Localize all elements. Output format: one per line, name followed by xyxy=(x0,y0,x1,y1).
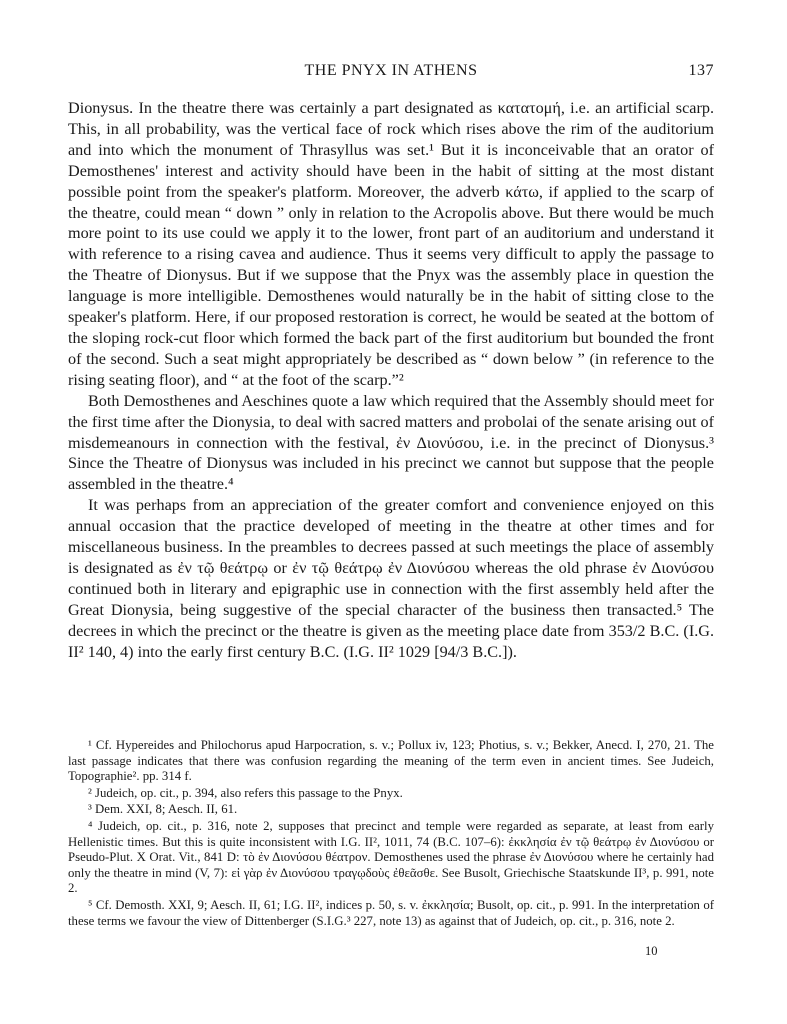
footnote: ¹ Cf. Hypereides and Philochorus apud Harpocration, s. v.; Pollux iv, 123; Photius, s. v.; Bekker, Anecd. I, 270, 21. The last passage indicates that there was confusion regarding the meaning of the term even in ancient times. See Judeich, Topographie². pp. 314 f. xyxy=(68,738,714,784)
footnote: ² Judeich, op. cit., p. 394, also refers this passage to the Pnyx. xyxy=(88,785,403,800)
running-header xyxy=(68,62,714,86)
footnote: ⁵ Cf. Demosth. XXI, 9; Aesch. II, 61; I.G. II², indices p. 50, s. v. ἐκκλησία; Busolt, op. cit., p. 991. In the interpretation of these terms we favour the view of Dittenberger (S.I.G.³ 227, note 13) as against that of Judeich, op. cit., p. 316, note 2. xyxy=(68,897,714,928)
main-text xyxy=(68,98,714,662)
body-paragraph: Dionysus. In the theatre there was certainly a part designated as κατατομή, i.e. an artificial scarp. This, in all probability, was the vertical face of rock which rises above the rim of the auditorium and into which the monument of Thrasyllus was set.¹ But it is inconceivable that an orator of Demosthenes' interest and activity should have been in the habit of sitting at the most distant possible point from the speaker's platform. Moreover, the adverb κάτω, if applied to the scarp of the theatre, could mean “ down ” only in relation to the Acropolis above. But there would be much more point to its use could we apply it to the lower, front part of an auditorium and understand it with reference to a rising cavea and audience. Thus it seems very difficult to apply the passage to the Theatre of Dionysus. But if we suppose that the Pnyx was the assembly place in question the language is more intelligible. Demosthenes would naturally be in the habit of sitting close to the speaker's platform. Here, if our proposed restoration is correct, he would be seated at the bottom of the sloping rock-cut floor which formed the back part of the first auditorium but bounded the front of the second. Such a seat might appropriately be described as “ down below ” (in reference to the rising seating floor), and “ at the foot of the scarp.”² xyxy=(68,99,714,389)
body-paragraph: It was perhaps from an appreciation of the greater comfort and convenience enjoyed on this annual occasion that the practice developed of meeting in the theatre at other times and for miscellaneous business. In the preambles to decrees passed at such meetings the place of assembly is designated as ἐν τῷ θεάτρῳ or ἐν τῷ θεάτρῳ ἐν Διονύσου whereas the old phrase ἐν Διονύσου continued both in literary and epigraphic use in connection with the first assembly held after the Great Dionysia, being suggestive of the special character of the business then transacted.⁵ The decrees in which the precinct or the theatre is given as the meeting place date from 353/2 B.C. (I.G. II² 140, 4) into the early first century B.C. (I.G. II² 1029 [94/3 B.C.]). xyxy=(68,496,714,661)
signature-mark: 10 xyxy=(645,944,658,958)
footnotes xyxy=(68,738,714,930)
footnote: ³ Dem. XXI, 8; Aesch. II, 61. xyxy=(88,802,238,817)
running-title: THE PNYX IN ATHENS xyxy=(304,62,478,79)
footnote: ⁴ Judeich, op. cit., p. 316, note 2, supposes that precinct and temple were regarded as separate, at least from early Hellenistic times. But this is quite inconsistent with I.G. II², 1011, 74 (B.C. 107–6): ἐκκλησία ἐν τῷ θεάτρῳ ἐν Διονύσου or Pseudo-Plut. X Orat. Vit., 841 D: τὸ ἐν Διονύσου θέατρον. Demosthenes used the phrase ἐν Διονύσου where he certainly had only the theatre in mind (V, 7): εἰ γὰρ ἐν Διονύσου τραγῳδοὺς ἐθεᾶσθε. See Busolt, Griechische Staatskunde II³, p. 991, note 2. xyxy=(68,818,714,896)
page-number: 137 xyxy=(688,62,714,79)
body-paragraph: Both Demosthenes and Aeschines quote a law which required that the Assembly should meet for the first time after the Dionysia, to deal with sacred matters and probolai of the senate arising out of misdemeanours in connection with the festival, ἐν Διονύσου, i.e. in the precinct of Dionysus.³ Since the Theatre of Dionysus was included in his precinct we cannot but suppose that the people assembled in the theatre.⁴ xyxy=(68,391,714,494)
